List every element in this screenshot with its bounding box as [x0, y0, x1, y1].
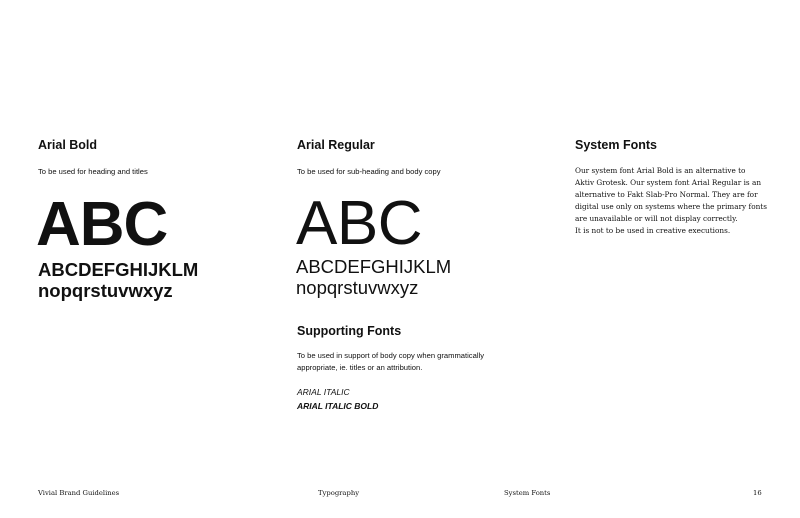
- supporting-fonts-description-line-2: appropriate, ie. titles or an attribution.: [297, 363, 423, 372]
- supporting-fonts-description-line-1: To be used in support of body copy when grammatically: [297, 351, 484, 360]
- arial-bold-title: Arial Bold: [38, 138, 98, 152]
- system-fonts-body-line-4: digital use only on systems where the primary fonts: [575, 202, 767, 211]
- arial-regular-uppercase-sample: ABCDEFGHIJKLM: [296, 256, 452, 277]
- arial-italic-bold-sample: ARIAL ITALIC BOLD: [297, 401, 379, 411]
- supporting-fonts-title: Supporting Fonts: [297, 324, 402, 338]
- arial-regular-sample-large: ABC: [296, 189, 422, 258]
- arial-bold-uppercase-sample: ABCDEFGHIJKLM: [38, 259, 199, 280]
- system-fonts-body-line-3: alternative to Fakt Slab-Pro Normal. They are for: [575, 190, 758, 199]
- footer-subsection: System Fonts: [504, 489, 551, 497]
- arial-bold-lowercase-sample: nopqrstuvwxyz: [38, 280, 173, 301]
- system-fonts-body-line-2: Aktiv Grotesk. Our system font Arial Regular is an: [575, 178, 762, 187]
- system-fonts-title: System Fonts: [575, 138, 657, 152]
- arial-regular-title: Arial Regular: [297, 138, 375, 152]
- arial-regular-description: To be used for sub-heading and body copy: [297, 167, 441, 176]
- footer-brand: Vivial Brand Guidelines: [38, 489, 120, 497]
- footer-section: Typography: [318, 489, 360, 497]
- arial-regular-lowercase-sample: nopqrstuvwxyz: [296, 277, 419, 298]
- arial-italic-sample: ARIAL ITALIC: [297, 387, 350, 397]
- arial-bold-description: To be used for heading and titles: [38, 167, 148, 176]
- system-fonts-body-line-5: are unavailable or will not display correctly.: [575, 214, 738, 223]
- arial-bold-sample-large: ABC: [36, 190, 168, 259]
- system-fonts-body-line-6: It is not to be used in creative executions.: [575, 226, 731, 235]
- system-fonts-body-line-1: Our system font Arial Bold is an alternative to: [575, 166, 746, 175]
- footer-page-number: 16: [753, 489, 762, 497]
